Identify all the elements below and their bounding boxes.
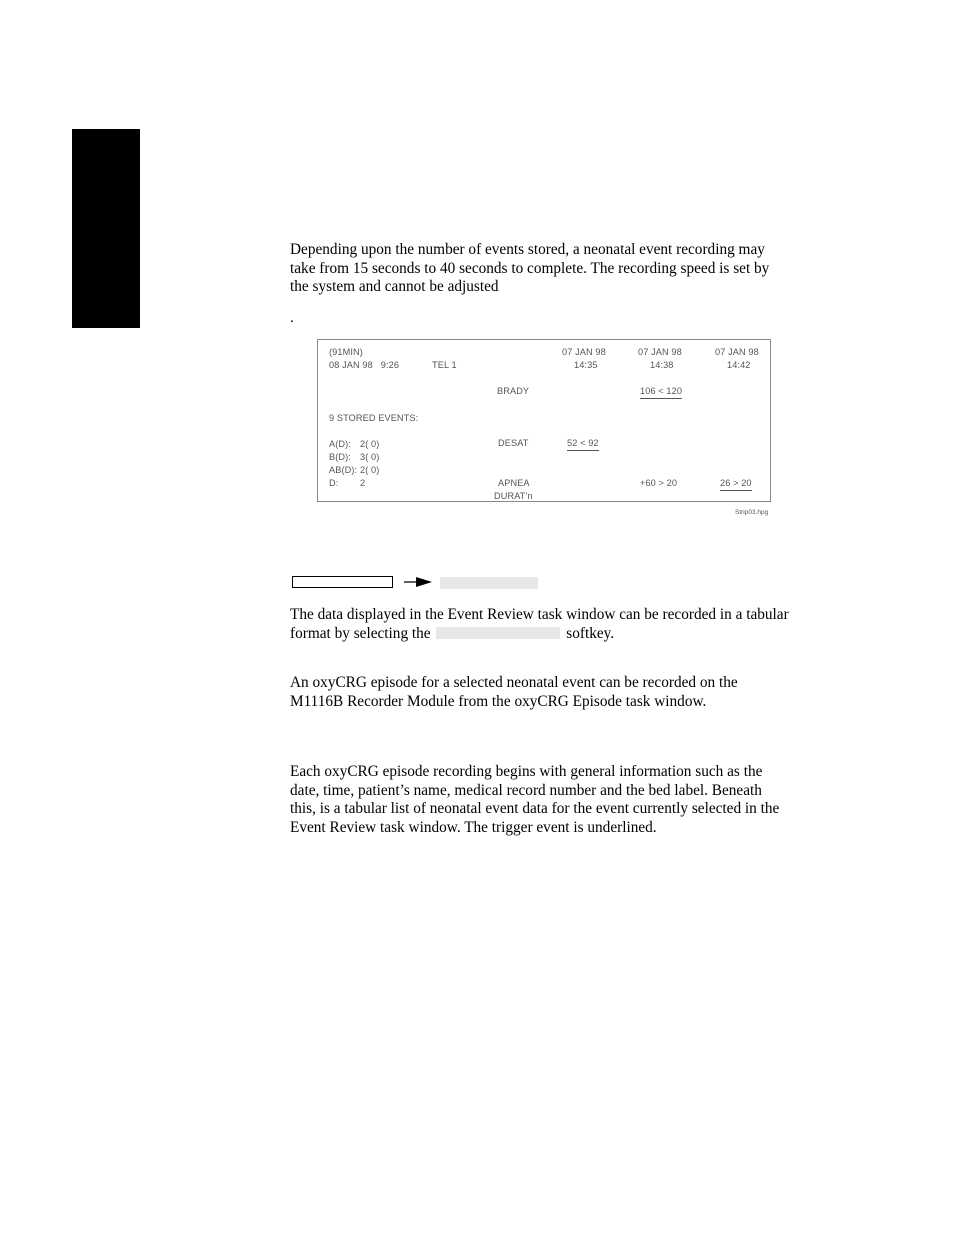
softkey-placeholder xyxy=(440,577,538,589)
paragraph-episode-contents: Each oxyCRG episode recording begins with general information such as the date, time, patient’s name, medical record number and the bed label. Beneath this, is a tabular list of neonatal event data for the event currently selected in the Event Review task window. The trigger event is underlined. xyxy=(290,763,780,836)
paragraph-tabular-text: The data displayed in the Event Review task window can be recorded in a tabular format by selecting the xyxy=(290,606,789,642)
strip-col1-time: 14:35 xyxy=(574,360,598,370)
strip-count-a-value: 2( 0) xyxy=(360,439,380,449)
strip-count-ab-value: 2( 0) xyxy=(360,465,380,475)
strip-count-b-label: B(D): xyxy=(329,452,351,462)
strip-apnea-col2-value: +60 > 20 xyxy=(640,478,678,488)
chapter-side-tab xyxy=(72,129,140,328)
paragraph-oxycrg-episode: An oxyCRG episode for a selected neonatal event can be recorded on the M1116B Recorder Module from the oxyCRG Episode task window. xyxy=(290,674,738,710)
strip-row-duration: DURAT'n xyxy=(494,491,533,501)
figure-caption: Strip03.hpg xyxy=(735,509,769,516)
strip-count-ab-label: AB(D): xyxy=(329,465,358,475)
strip-desat-trigger-value: 52 < 92 xyxy=(567,438,599,451)
inline-softkey-placeholder xyxy=(436,627,560,639)
strip-count-a-label: A(D): xyxy=(329,439,351,449)
recorder-strip-sample xyxy=(317,339,771,502)
strip-stored-events: 9 STORED EVENTS: xyxy=(329,413,419,423)
strip-brady-trigger-value: 106 < 120 xyxy=(640,386,682,399)
strip-col2-date: 07 JAN 98 xyxy=(638,347,682,357)
strip-row-desat: DESAT xyxy=(498,438,529,448)
strip-apnea-trigger-value: 26 > 20 xyxy=(720,478,752,491)
strip-row-brady: BRADY xyxy=(497,386,530,396)
paragraph-period: . xyxy=(290,310,294,326)
strip-count-b-value: 3( 0) xyxy=(360,452,380,462)
strip-row-apnea: APNEA xyxy=(498,478,530,488)
arrow-right-icon xyxy=(404,575,434,589)
strip-count-d-label: D: xyxy=(329,478,339,488)
strip-col1-date: 07 JAN 98 xyxy=(562,347,606,357)
paragraph-tabular-recording xyxy=(290,606,790,643)
strip-count-d-value: 2 xyxy=(360,478,366,488)
strip-col2-time: 14:38 xyxy=(650,360,674,370)
strip-col3-date: 07 JAN 98 xyxy=(715,347,759,357)
paragraph-recording-duration: Depending upon the number of events stored, a neonatal event recording may take from 15 seconds to 40 seconds to complete. The recording speed is set by the system and cannot be adjusted xyxy=(290,241,770,296)
hardkey-box xyxy=(292,576,393,588)
strip-col3-time: 14:42 xyxy=(727,360,751,370)
strip-duration: (91MIN) xyxy=(329,347,363,357)
strip-date-time: 08 JAN 98 9:26 xyxy=(329,360,400,370)
paragraph-softkey-word: softkey. xyxy=(566,624,615,642)
strip-bed-label: TEL 1 xyxy=(432,360,457,370)
